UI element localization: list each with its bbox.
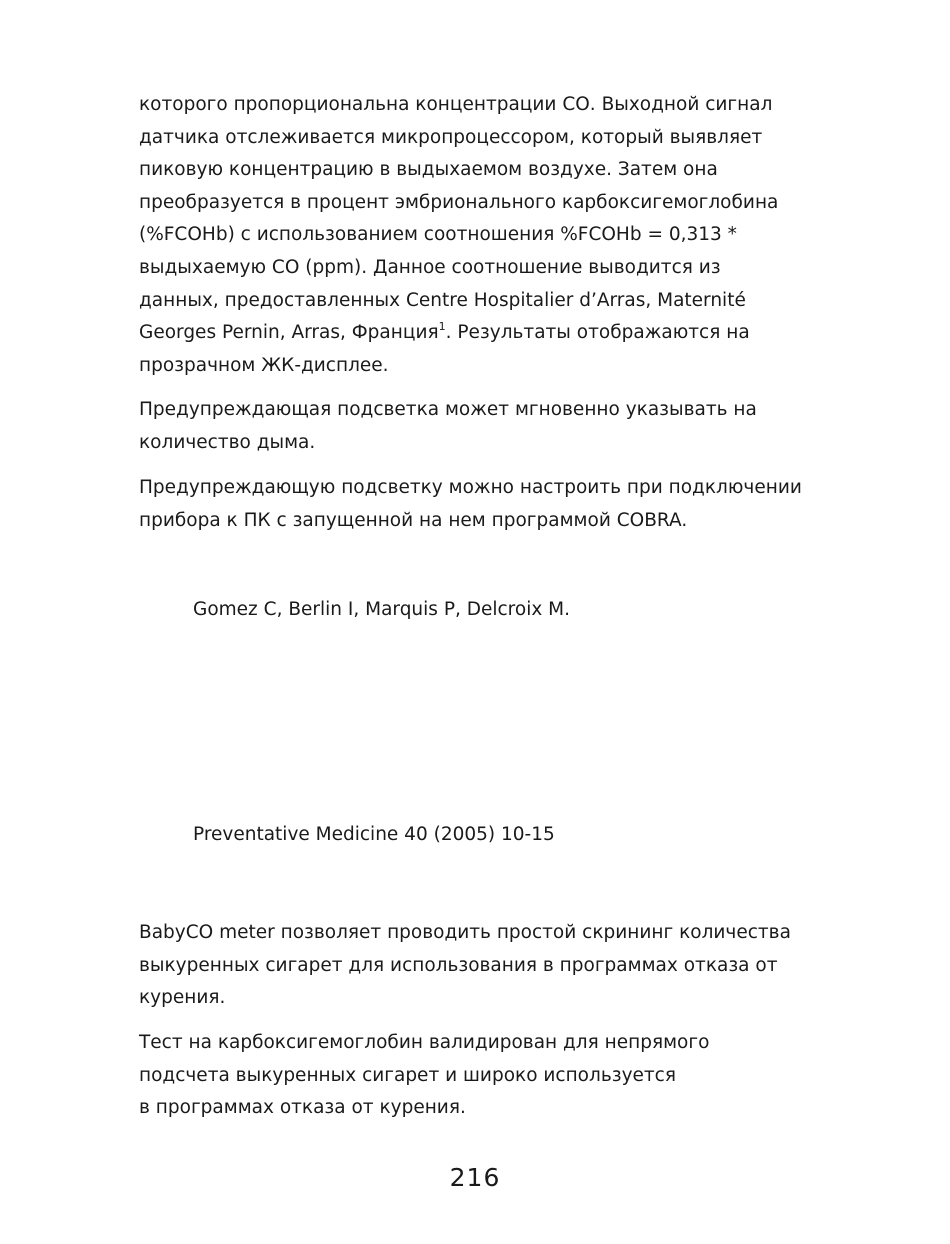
reference-journal: Preventative Medicine 40 (2005) 10-15 [193,824,555,845]
text-line: преобразуется в процент эмбрионального карбоксигемоглобина [139,191,779,213]
text-line: которого пропорциональна концентрации СО. Выходной сигнал [139,94,773,115]
reference-authors: Gomez C, Berlin I, Marquis P, Delcroix M. [193,599,571,620]
text-line: подсчета выкуренных сигарет и широко используется [139,1064,676,1086]
paragraph-warning-config [139,472,829,537]
text-line: датчика отслеживается микропроцессором, который выявляет [139,126,763,148]
text-line: пиковую концентрацию в выдыхаемом воздухе. Затем она [139,159,718,181]
paragraph-babyco-meter [139,917,829,1015]
text-line: выдыхаемую СО (ppm). Данное соотношение выводится из [139,256,721,278]
text-line: Тест на карбоксигемоглобин валидирован для непрямого [139,1032,710,1053]
paragraph-carboxyhemoglobin-test [139,1027,829,1125]
text-line: прозрачном ЖК-дисплее. [139,354,389,376]
text-line: BabyCO meter позволяет проводить простой скрининг количества [139,922,791,943]
text-line: выкуренных сигарет для использования в программах отказа от [139,954,778,976]
text-line: (%FCOHb) с использованием соотношения %FCOHb = 0,313 * [139,224,737,246]
text-segment: Georges Pernin, Arras, Франция [139,322,439,344]
text-line: Предупреждающая подсветка может мгновенно указывать на [139,399,757,420]
page-number: 216 [449,1163,501,1192]
text-line: прибора к ПК с запущенной на нем программой COBRA. [139,509,688,531]
paragraph-device-description [139,89,829,382]
text-line: курения. [139,987,226,1009]
footnote-marker[interactable]: 1 [438,320,446,334]
text-line: Предупреждающую подсветку можно настроить при подключении [139,477,802,498]
paragraph-warning-light [139,394,829,459]
text-segment: . Результаты отображаются на [445,322,750,344]
text-line: количество дыма. [139,431,316,453]
text-line: данных, предоставленных Centre Hospitalier d’Arras, Maternité [139,289,746,311]
text-line-with-footnote [139,317,829,350]
text-line: в программах отказа от курения. [139,1097,466,1119]
